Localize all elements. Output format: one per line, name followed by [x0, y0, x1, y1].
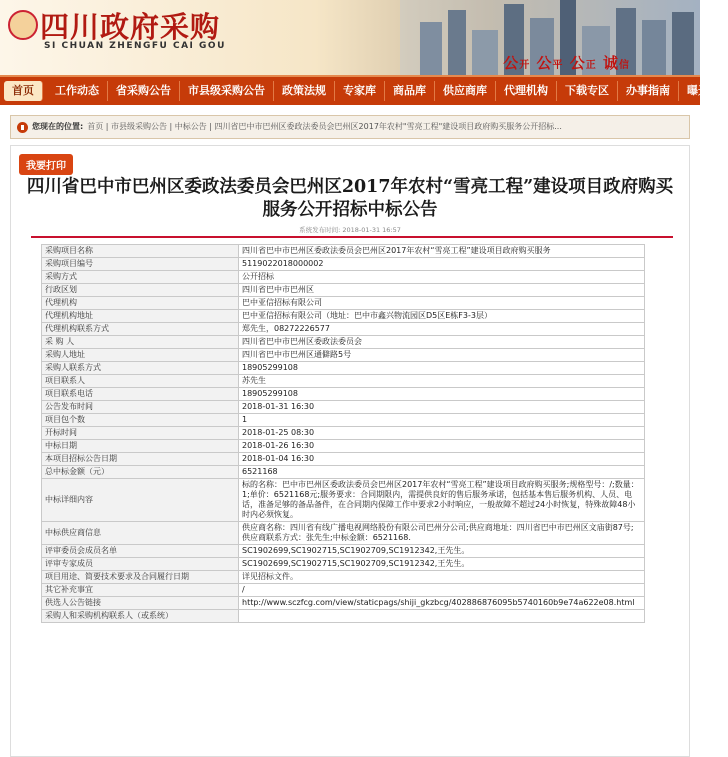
- field-value: 公开招标: [239, 271, 645, 284]
- field-label: 公告发布时间: [42, 401, 239, 414]
- table-row: [42, 271, 645, 284]
- nav-item-suppliers[interactable]: 供应商库: [435, 81, 496, 101]
- title-divider: [31, 236, 673, 238]
- field-label: 本项目招标公告日期: [42, 453, 239, 466]
- field-value: 2018-01-31 16:30: [239, 401, 645, 414]
- field-label: 项目联系电话: [42, 388, 239, 401]
- table-row: [42, 414, 645, 427]
- field-value: 四川省巴中市巴州区委政法委员会巴州区2017年农村“雪亮工程”建设项目政府购买服务: [239, 245, 645, 258]
- main-nav: [0, 75, 720, 105]
- field-value: 2018-01-25 08:30: [239, 427, 645, 440]
- field-value: [239, 610, 645, 623]
- table-row: [42, 349, 645, 362]
- nav-item-work-news[interactable]: 工作动态: [47, 81, 108, 101]
- field-label: 其它补充事宜: [42, 584, 239, 597]
- field-value: 四川省巴中市巴州区通僻路5号: [239, 349, 645, 362]
- field-value: 苏先生: [239, 375, 645, 388]
- field-value: 18905299108: [239, 362, 645, 375]
- breadcrumb-path[interactable]: 首页 | 市县级采购公告 | 中标公告 | 四川省巴中市巴州区委政法委员会巴州区2017年农村"雪亮工程"建设项目政府购买服务公开招标...: [87, 122, 562, 131]
- field-value: 供应商名称：四川省有线广播电视网络股份有限公司巴州分公司;供应商地址：四川省巴中市巴州区文庙街87号;供应商联系方式：张先生;中标金额：6521168.: [239, 522, 645, 545]
- field-label: 项目包个数: [42, 414, 239, 427]
- logo-emblem-icon: [8, 10, 38, 40]
- table-row: [42, 323, 645, 336]
- field-value: 巴中亚信招标有限公司（地址：巴中市鑫兴物流园区D5区E栋F3-3层）: [239, 310, 645, 323]
- table-row: [42, 466, 645, 479]
- nav-item-city-county-notices[interactable]: 市县级采购公告: [180, 81, 274, 101]
- table-row: [42, 401, 645, 414]
- table-row: [42, 522, 645, 545]
- table-row: [42, 427, 645, 440]
- field-value: 标的名称：巴中市巴州区委政法委员会巴州区2017年农村“雪亮工程”建设项目政府购买服务;规格型号：/;数量：1;单价：6521168元;服务要求：合同期限内，需提供良好的售后服务承诺，包括基本售后服务机构、人员、电话，准备足够的备品备件，在合同期内保障工作中要求2小时响应，一般故障不超过24小时恢复，特殊故障48小时内必须恢复。: [239, 479, 645, 522]
- field-value: 四川省巴中市巴州区: [239, 284, 645, 297]
- table-row: [42, 571, 645, 584]
- field-label: 采购方式: [42, 271, 239, 284]
- field-value: 2018-01-26 16:30: [239, 440, 645, 453]
- field-label: 采购人联系方式: [42, 362, 239, 375]
- field-value: 巴中亚信招标有限公司: [239, 297, 645, 310]
- field-value: 5119022018000002: [239, 258, 645, 271]
- field-label: 开标时间: [42, 427, 239, 440]
- table-row: [42, 388, 645, 401]
- site-title[interactable]: 四川政府采购: [40, 10, 221, 44]
- field-value: 详见招标文件。: [239, 571, 645, 584]
- field-label: 代理机构地址: [42, 310, 239, 323]
- field-label: 采 购 人: [42, 336, 239, 349]
- field-label: 代理机构: [42, 297, 239, 310]
- slogan: 公开 公平 公正 诚信: [503, 54, 630, 72]
- field-value: SC1902699,SC1902715,SC1902709,SC1912342,王先生。: [239, 558, 645, 571]
- field-value: 18905299108: [239, 388, 645, 401]
- table-row: [42, 245, 645, 258]
- table-row: [42, 479, 645, 522]
- breadcrumb-label: 您现在的位置:: [32, 122, 84, 131]
- table-row: [42, 336, 645, 349]
- breadcrumb: [10, 115, 690, 139]
- table-row: [42, 258, 645, 271]
- field-value: 1: [239, 414, 645, 427]
- field-label: 评审专家成员: [42, 558, 239, 571]
- field-label: 行政区划: [42, 284, 239, 297]
- field-label: 采购项目名称: [42, 245, 239, 258]
- nav-item-experts[interactable]: 专家库: [335, 81, 385, 101]
- field-label: 项目联系人: [42, 375, 239, 388]
- table-row: [42, 584, 645, 597]
- field-value: 6521168: [239, 466, 645, 479]
- field-label: 采购项目编号: [42, 258, 239, 271]
- table-row: [42, 597, 645, 610]
- nav-item-agencies[interactable]: 代理机构: [496, 81, 557, 101]
- field-label: 中标详细内容: [42, 479, 239, 522]
- field-label: 采购人地址: [42, 349, 239, 362]
- field-value: /: [239, 584, 645, 597]
- field-label: 总中标金额（元）: [42, 466, 239, 479]
- table-row: [42, 610, 645, 623]
- article-panel: [10, 145, 690, 757]
- site-subtitle: SI CHUAN ZHENGFU CAI GOU: [44, 41, 226, 51]
- field-value: 郑先生，08272226577: [239, 323, 645, 336]
- notice-info-table: [41, 244, 645, 623]
- site-header: [0, 0, 700, 75]
- nav-item-home[interactable]: 首页: [4, 81, 43, 101]
- table-row: [42, 545, 645, 558]
- print-button[interactable]: 我要打印: [19, 154, 73, 175]
- table-row: [42, 297, 645, 310]
- nav-item-products[interactable]: 商品库: [385, 81, 435, 101]
- nav-item-downloads[interactable]: 下载专区: [557, 81, 618, 101]
- table-row: [42, 375, 645, 388]
- field-value: 四川省巴中市巴州区委政法委员会: [239, 336, 645, 349]
- field-label: 供选人公告链接: [42, 597, 239, 610]
- field-value: 2018-01-04 16:30: [239, 453, 645, 466]
- field-value: SC1902699,SC1902715,SC1902709,SC1912342,王先生。: [239, 545, 645, 558]
- article-title: 四川省巴中市巴州区委政法委员会巴州区2017年农村“雪亮工程”建设项目政府购买服务公开招标中标公告: [26, 177, 674, 220]
- field-label: 代理机构联系方式: [42, 323, 239, 336]
- field-label: 项目用途、简要技术要求及合同履行日期: [42, 571, 239, 584]
- table-row: [42, 362, 645, 375]
- publish-time: 系统发布时间: 2018-01-31 16:57: [299, 226, 401, 234]
- field-label: 评审委员会成员名单: [42, 545, 239, 558]
- nav-item-guide[interactable]: 办事指南: [618, 81, 679, 101]
- field-label: 采购人和采购机构联系人（或系统）: [42, 610, 239, 623]
- nav-item-exposure[interactable]: 曝光台: [687, 84, 720, 97]
- table-row: [42, 284, 645, 297]
- field-label: 中标日期: [42, 440, 239, 453]
- table-row: [42, 440, 645, 453]
- table-row: [42, 558, 645, 571]
- field-label: 中标供应商信息: [42, 522, 239, 545]
- nav-item-policies[interactable]: 政策法规: [274, 81, 335, 101]
- nav-item-provincial-notices[interactable]: 省采购公告: [108, 81, 180, 101]
- table-row: [42, 453, 645, 466]
- notice-link[interactable]: http://www.sczfcg.com/view/staticpags/shiji_gkzbcg/402886876095b5740160b9e74a622e08.html: [239, 597, 645, 610]
- location-icon: [17, 122, 28, 133]
- table-row: [42, 310, 645, 323]
